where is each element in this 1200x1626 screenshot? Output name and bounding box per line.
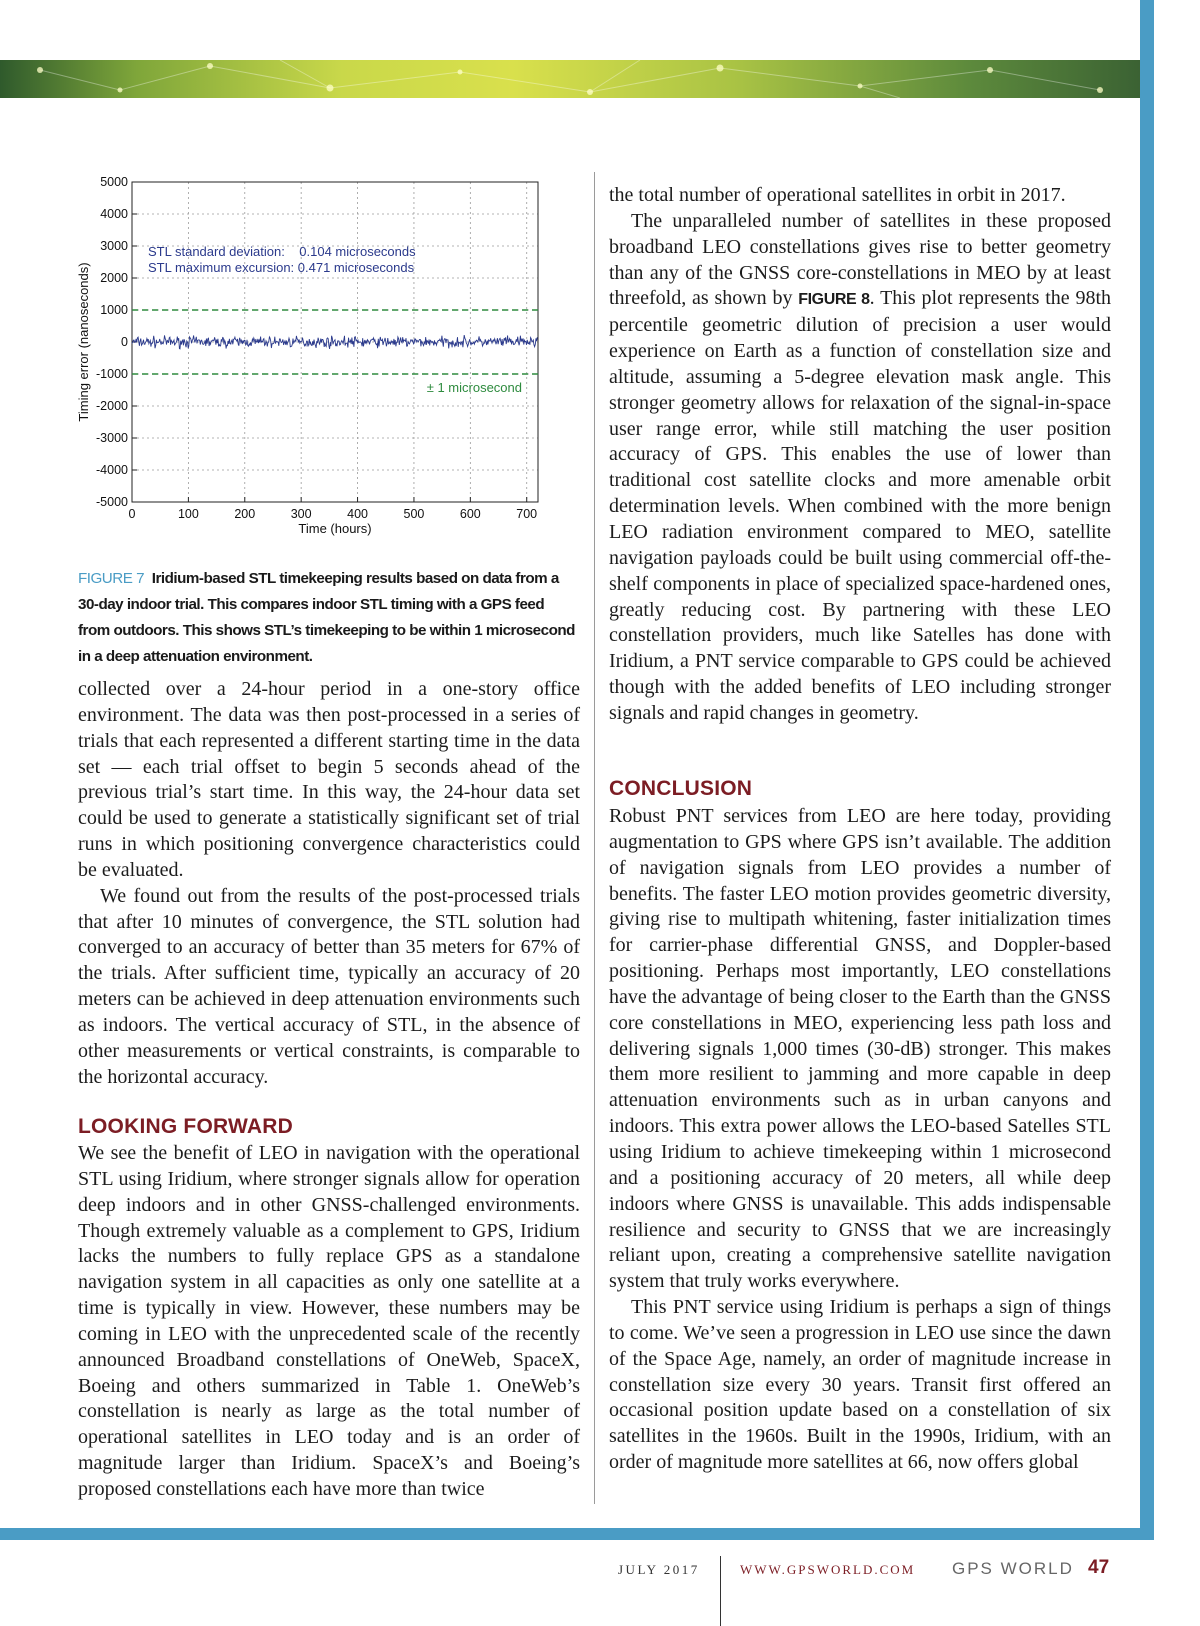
figure-caption xyxy=(78,566,578,670)
x-tick-label: 700 xyxy=(516,507,538,521)
x-tick-label: 500 xyxy=(403,507,425,521)
section-heading-conclusion: CONCLUSION xyxy=(609,777,753,800)
header-banner xyxy=(0,60,1140,98)
figure-7-chart xyxy=(74,172,574,562)
page-number: 47 xyxy=(1088,1557,1110,1578)
paragraph: Robust PNT services from LEO are here today, providing augmentation to GPS where GPS isn’t available. The addition of navigation signals from LEO provides a number of benefits. The faster LEO motion provides geometric diversity, giving rise to multipath whitening, faster initialization times for carrier-phase differential GNSS, and Doppler-based positioning. Perhaps most importantly, LEO constellations have the advantage of being closer to the Earth than the GNSS core constellations in MEO, experiencing less path loss and delivering signals 1,000 times (30-dB) stronger. This makes them more resilient to jamming and more capable in deep attenuation environments such as in urban canyons and indoors. This extra power allows the LEO-based Satelles STL using Iridium to achieve timekeeping within 1 microsecond and a positioning accuracy of 20 meters, all while deep indoors where GNSS is unavailable. This adds indispensable resilience and security to GNSS that we are increasingly reliant upon, creating a comprehensive satellite navigation system that truly works everywhere. xyxy=(609,805,1111,1293)
x-tick-label: 300 xyxy=(290,507,312,521)
annotation-bound: ± 1 microsecond xyxy=(426,380,522,395)
annotation-max-excursion: STL maximum excursion: 0.471 microseconds xyxy=(148,260,415,275)
right-column-section xyxy=(609,804,1111,1476)
paragraph: This PNT service using Iridium is perhaps a sign of things to come. We’ve seen a progression in LEO use since the dawn of the Space Age, namely, an order of magnitude increase in constellation size every 30 years. Transit first offered an occasional position update based on a constellation of six satellites in the 1960s. Built in the 1990s, Iridium, with an order of magnitude more satellites at 66, now offers global xyxy=(609,1296,1111,1474)
annotation-std-dev: STL standard deviation: 0.104 microseconds xyxy=(148,244,416,259)
paragraph: We see the benefit of LEO in navigation with the operational STL using Iridium, where stronger signals allow for operation deep indoors and in other GNSS-challenged environments. Though extremely valuable as a complement to GPS, Iridium lacks the numbers to fully replace GPS as a standalone navigation system in all capacities as only one satellite at a time is typically in view. However, these numbers may be coming in LEO with the unprecedented scale of the recently announced Broadband constellations of OneWeb, SpaceX, Boeing and others summarized in Table 1. OneWeb’s constellation is nearly as large as the total number of operational satellites in LEO today and is an order of magnitude larger than Iridium. SpaceX’s and Boeing’s proposed constellations each have more than twice xyxy=(78,1142,580,1500)
paragraph-text: The unparalleled number of satellites in these proposed broadband LEO constellations gives rise to better geometry than any of the GNSS core-constellations in MEO by at least threefold, as shown by xyxy=(609,209,1111,310)
section-heading-looking-forward: LOOKING FORWARD xyxy=(78,1115,293,1138)
y-tick-label: 5000 xyxy=(100,175,128,189)
figure-label: FIGURE 7 xyxy=(78,570,145,587)
footer-date: JULY 2017 xyxy=(618,1562,700,1577)
x-axis-label: Time (hours) xyxy=(298,521,372,536)
right-column-body xyxy=(609,183,1111,727)
y-tick-label: -4000 xyxy=(96,463,128,477)
footer-magazine-name: GPS WORLD xyxy=(952,1559,1074,1578)
footer-divider xyxy=(720,1556,721,1626)
y-axis-label: Timing error (nanoseconds) xyxy=(76,262,91,422)
x-tick-label: 100 xyxy=(177,507,199,521)
paragraph: collected over a 24-hour period in a one-story office environment. The data was then post-processed in a series of trials that each represented a different starting time in the data set — each trial offset to begin 5 seconds ahead of the previous trial’s start time. In this way, the 24-hour data set could be used to generate a statistically significant set of trial runs in which positioning convergence characteristics could be evaluated. xyxy=(78,678,580,881)
footer-url: WWW.GPSWORLD.COM xyxy=(740,1562,916,1577)
y-tick-label: -1000 xyxy=(96,367,128,381)
y-tick-label: 4000 xyxy=(100,207,128,221)
paragraph-text: . This plot represents the 98th percentile geometric dilution of precision a user would experience on Earth as a function of constellation size and altitude, assuming a 5-degree elevation mask angle. This stronger geometry allows for relaxation of the signal-in-space user range error, while still matching the user position accuracy of GPS. This enables the use of lower than traditional cost satellite clocks and more amenable orbit determination levels. When combined with the more benign LEO radiation environment compared to MEO, satellite navigation payloads could be built using commercial off-the-shelf components in place of specialized space-hardened ones, greatly reducing cost. By partnering with these LEO constellation providers, much like Satelles has done with Iridium, a PNT service comparable to GPS could be achieved though with the added benefits of LEO including stronger signals and rapid changes in geometry. xyxy=(609,287,1112,724)
left-column-body xyxy=(78,677,580,1091)
network-pattern-graphic xyxy=(0,60,1140,98)
figure-caption-text: Iridium-based STL timekeeping results based on data from a 30-day indoor trial. This compares indoor STL timing with a GPS feed from outdoors. This shows STL’s timekeeping to be within 1 microsecond in a deep attenuation environment. xyxy=(78,570,575,665)
y-tick-label: -3000 xyxy=(96,431,128,445)
y-tick-label: 2000 xyxy=(100,271,128,285)
right-accent-rule xyxy=(1140,0,1154,1540)
paragraph: the total number of operational satellites in orbit in 2017. xyxy=(609,184,1066,206)
y-tick-label: 0 xyxy=(121,335,128,349)
x-tick-label: 0 xyxy=(128,507,136,521)
y-tick-label: 1000 xyxy=(100,303,128,317)
bottom-accent-rule xyxy=(0,1528,1154,1540)
column-divider xyxy=(594,172,595,1504)
paragraph: We found out from the results of the post-processed trials that after 10 minutes of convergence, the STL solution had converged to an accuracy of better than 35 meters for 67% of the trials. After sufficient time, typically an accuracy of 20 meters can be achieved in deep attenuation environments such as indoors. The vertical accuracy of STL, in the absence of other measurements or vertical constraints, is comparable to the horizontal accuracy. xyxy=(78,884,580,1088)
x-tick-label: 200 xyxy=(234,507,256,521)
figure-reference: FIGURE 8 xyxy=(798,291,870,309)
x-tick-label: 400 xyxy=(347,507,368,521)
y-tick-label: -2000 xyxy=(96,399,128,413)
y-tick-label: 3000 xyxy=(100,239,128,253)
left-column-section xyxy=(78,1141,580,1503)
timing-error-plot xyxy=(74,172,574,562)
x-tick-label: 600 xyxy=(459,507,481,521)
y-tick-label: -5000 xyxy=(96,495,128,509)
paragraph xyxy=(609,209,1111,727)
